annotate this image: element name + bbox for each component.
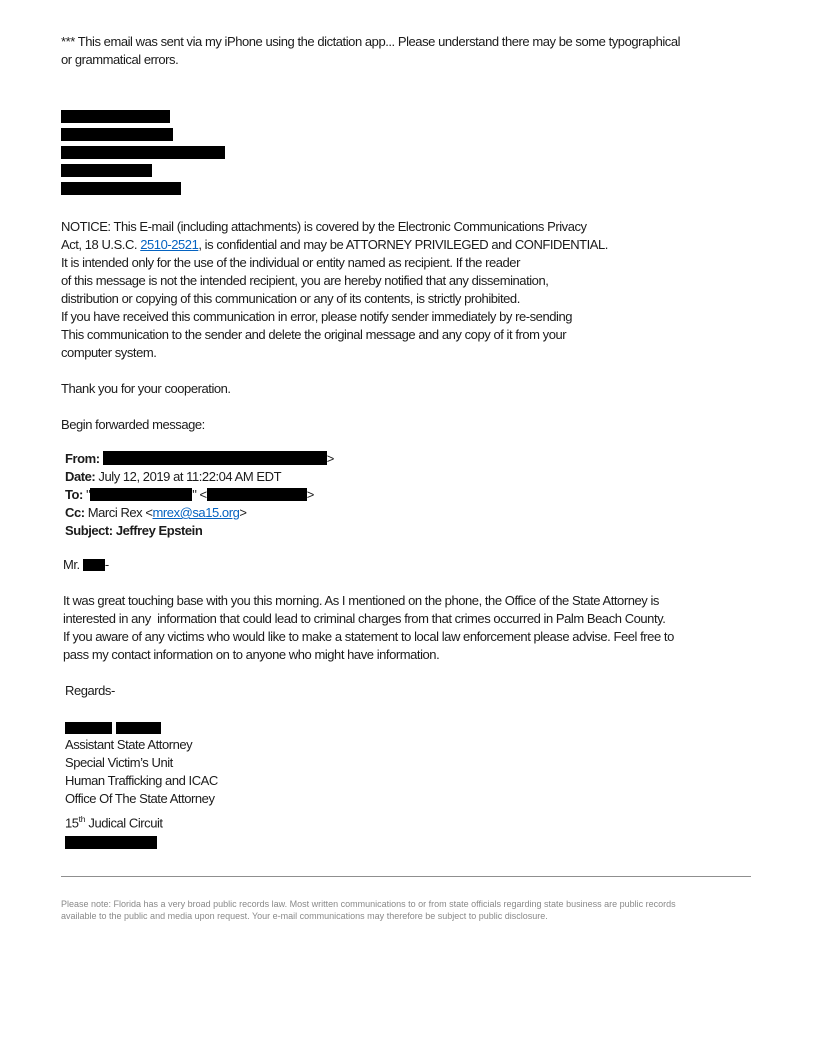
- body-line: If you aware of any victims who would like to make a statement to local law enforcement please advise. Feel free to: [63, 629, 674, 644]
- signature-circuit: [65, 808, 786, 834]
- signoff: Regards-: [65, 683, 115, 698]
- redaction-bar: [61, 164, 152, 177]
- subject-value: Jeffrey Epstein: [115, 523, 203, 538]
- from-line: [65, 450, 786, 468]
- redacted-to-email: [207, 488, 307, 501]
- privacy-notice: [61, 218, 786, 362]
- from-suffix: >: [326, 451, 334, 466]
- notice-line: [61, 236, 786, 254]
- notice-line: This communication to the sender and delete the original message and any copy of it from your: [61, 327, 567, 342]
- to-open-quote: ": [86, 487, 91, 502]
- disclaimer-line: or grammatical errors.: [61, 52, 179, 67]
- subject-label: Subject:: [65, 523, 116, 538]
- redacted-first-name: [65, 722, 112, 734]
- redacted-to-name: [90, 488, 192, 501]
- cc-label: Cc:: [65, 505, 88, 520]
- redacted-recipient-name: [83, 559, 105, 571]
- to-mid: " <: [192, 487, 207, 502]
- greeting-suffix: -: [104, 557, 109, 572]
- circuit-rest: Judical Circuit: [85, 815, 163, 831]
- redacted-contact-block: [61, 110, 786, 195]
- usc-code-link[interactable]: 2510-2521: [140, 237, 199, 252]
- footer-divider: [61, 876, 751, 877]
- signature-title: Office Of The State Attorney: [65, 791, 215, 806]
- disclaimer-line: *** This email was sent via my iPhone using the dictation app... Please understand there may be some typographical: [61, 34, 681, 49]
- footer-line: available to the public and media upon request. Your e-mail communications may therefore be subject to public disclosure.: [61, 911, 548, 922]
- cooperation-line: Thank you for your cooperation.: [61, 381, 231, 396]
- notice-line: NOTICE: This E-mail (including attachments) is covered by the Electronic Communications Privacy: [61, 219, 587, 234]
- notice-text: Act, 18 U.S.C.: [61, 237, 141, 252]
- cc-line: [65, 504, 786, 522]
- to-label: To:: [65, 487, 87, 502]
- cc-suffix: >: [239, 505, 247, 520]
- redacted-last-name: [116, 722, 161, 734]
- message-body: [63, 592, 786, 664]
- notice-text: , is confidential and may be ATTORNEY PRIVILEGED and CONFIDENTIAL.: [198, 237, 608, 252]
- redacted-from-email: [103, 451, 327, 465]
- redaction-bar: [61, 146, 225, 159]
- footer-line: Please note: Florida has a very broad public records law. Most written communications to or from state officials regarding state business are public records: [61, 899, 676, 910]
- to-line: [65, 486, 786, 504]
- redaction-bar: [61, 182, 181, 195]
- notice-line: If you have received this communication in error, please notify sender immediately by re-sending: [61, 309, 573, 324]
- cc-name: Marci Rex <: [87, 505, 153, 520]
- date-line: [65, 468, 786, 486]
- redacted-signature-name: [65, 718, 786, 736]
- date-label: Date:: [65, 469, 99, 484]
- begin-forwarded-label: Begin forwarded message:: [61, 417, 205, 432]
- circuit-number: 15: [65, 815, 79, 831]
- dictation-disclaimer: [61, 33, 786, 69]
- notice-line: computer system.: [61, 345, 157, 360]
- public-records-notice: [61, 898, 786, 922]
- greeting-prefix: Mr.: [63, 557, 83, 572]
- body-line: It was great touching base with you this morning. As I mentioned on the phone, the Office of the State Attorney is: [63, 593, 659, 608]
- signature-title: Human Trafficking and ICAC: [65, 773, 218, 788]
- date-value: July 12, 2019 at 11:22:04 AM EDT: [98, 469, 282, 484]
- notice-line: of this message is not the intended recipient, you are hereby notified that any dissemination,: [61, 273, 549, 288]
- greeting-line: [63, 556, 786, 574]
- signature-block: [65, 718, 786, 849]
- from-label: From:: [65, 451, 103, 466]
- subject-line: [65, 522, 786, 540]
- notice-line: distribution or copying of this communication or any of its contents, is strictly prohibited.: [61, 291, 520, 306]
- redaction-bar: [61, 110, 170, 123]
- to-suffix: >: [306, 487, 314, 502]
- circuit-ordinal: th: [78, 814, 86, 824]
- forwarded-message-header: [65, 450, 786, 540]
- signature-title: Special Victim’s Unit: [65, 755, 173, 770]
- cc-email-link[interactable]: mrex@sa15.org: [152, 505, 240, 520]
- signature-title: Assistant State Attorney: [65, 737, 193, 752]
- redacted-phone-number: [65, 836, 157, 849]
- notice-line: It is intended only for the use of the individual or entity named as recipient. If the reader: [61, 255, 520, 270]
- body-line: interested in any information that could lead to criminal charges from that crimes occurred in Palm Beach County.: [63, 611, 666, 626]
- body-line: pass my contact information on to anyone who might have information.: [63, 647, 440, 662]
- redaction-bar: [61, 128, 173, 141]
